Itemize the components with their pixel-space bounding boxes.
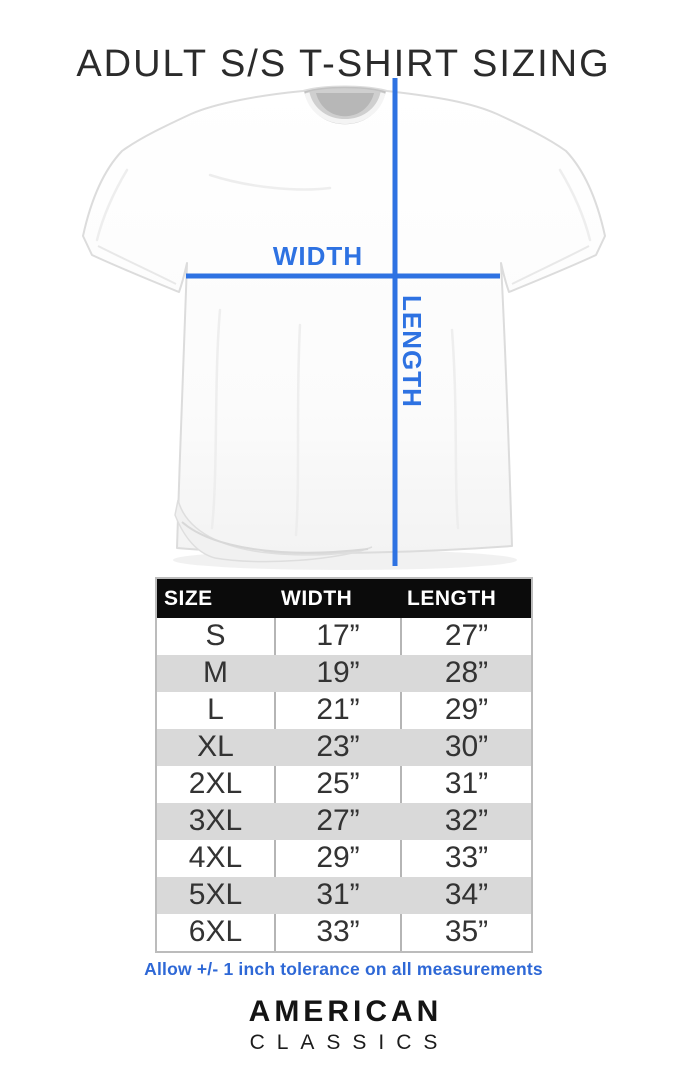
table-row: [157, 803, 531, 840]
table-row: [157, 618, 531, 655]
size-cell: 4XL: [188, 841, 243, 874]
length-cell: 35”: [400, 914, 531, 951]
tolerance-note: Allow +/- 1 inch tolerance on all measurements: [144, 959, 543, 979]
width-cell: 33”: [274, 914, 400, 951]
table-row: [157, 914, 531, 951]
length-cell: 27”: [400, 618, 531, 655]
size-cell: XL: [197, 730, 234, 763]
table-row: [157, 692, 531, 729]
size-cell: 5XL: [188, 878, 243, 911]
length-cell: 34”: [444, 878, 489, 911]
width-cell: 29”: [274, 840, 400, 877]
shirt-body: [83, 87, 605, 554]
header-width: WIDTH: [281, 586, 353, 610]
width-label: WIDTH: [272, 241, 364, 271]
width-cell: 21”: [274, 692, 400, 729]
length-cell: 28”: [444, 656, 489, 689]
table-row: [157, 655, 531, 692]
length-cell: 30”: [444, 730, 489, 763]
length-cell: 33”: [400, 840, 531, 877]
width-cell: 25”: [274, 766, 400, 803]
size-cell: M: [203, 656, 228, 689]
size-table: [155, 577, 533, 953]
size-cell: 3XL: [188, 804, 243, 837]
width-cell: 19”: [316, 656, 360, 689]
brand-subname: CLASSICS: [249, 1031, 450, 1054]
size-table-body: [157, 618, 531, 951]
width-cell: 31”: [316, 878, 360, 911]
size-cell: 6XL: [188, 915, 243, 948]
table-row: [157, 877, 531, 914]
size-table-header: [157, 579, 531, 618]
table-row: [157, 766, 531, 803]
length-cell: 31”: [400, 766, 531, 803]
length-label: LENGTH: [397, 295, 427, 408]
page-title: ADULT S/S T-SHIRT SIZING: [76, 43, 611, 86]
width-cell: 23”: [316, 730, 360, 763]
size-cell: L: [207, 693, 224, 726]
brand-name: AMERICAN: [248, 995, 443, 1028]
header-size: SIZE: [164, 586, 213, 610]
length-cell: 29”: [400, 692, 531, 729]
width-cell: 27”: [316, 804, 360, 837]
table-row: [157, 840, 531, 877]
table-row: [157, 729, 531, 766]
width-cell: 17”: [274, 618, 400, 655]
header-length: LENGTH: [407, 586, 497, 610]
length-cell: 32”: [444, 804, 489, 837]
size-cell: 2XL: [188, 767, 243, 800]
brand-logo: [0, 995, 687, 1055]
size-cell: S: [205, 619, 226, 652]
